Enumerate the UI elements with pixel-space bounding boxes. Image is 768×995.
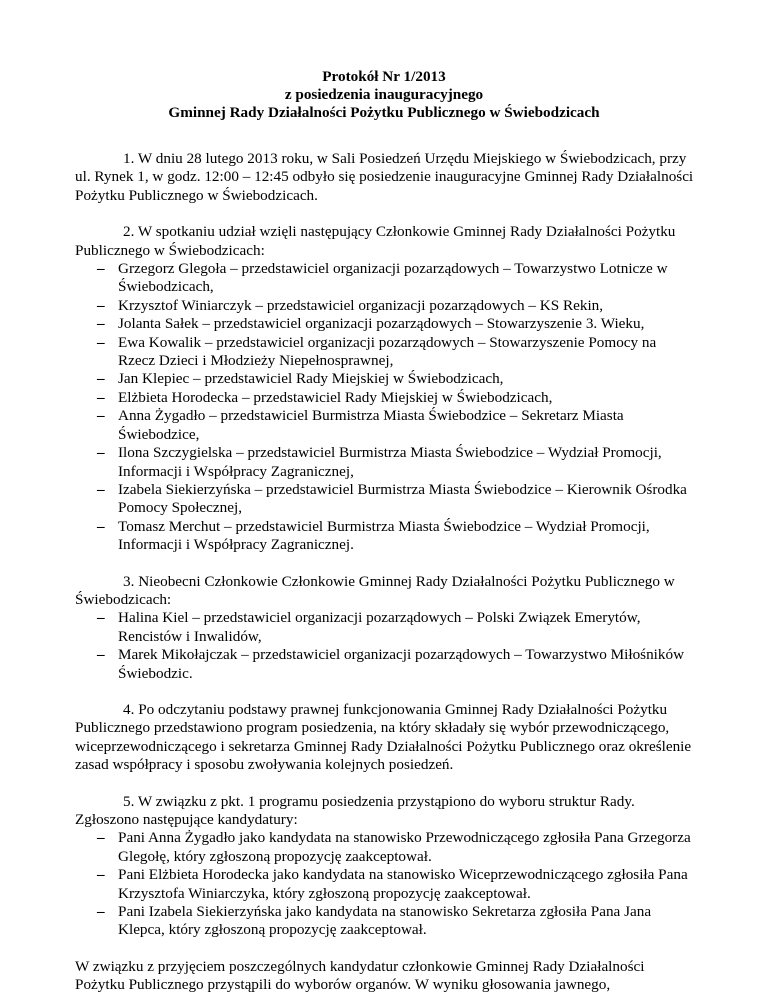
- list-item: – Pani Anna Żygadło jako kandydata na stanowisko Przewodniczącego zgłosiła Pana Grzegorza Glegołę, który zgłoszoną propozycję zaakceptował.: [75, 829, 695, 866]
- list-item: – Marek Mikołajczak – przedstawiciel organizacji pozarządowych – Towarzystwo Miłośników Świebodzic.: [75, 646, 695, 683]
- document-body: [75, 150, 695, 995]
- list-item: – Grzegorz Glegoła – przedstawiciel organizacji pozarządowych – Towarzystwo Lotnicze w Świebodzicach,: [75, 260, 695, 297]
- title-line-2: z posiedzenia inauguracyjnego: [284, 86, 484, 103]
- list-item: – Tomasz Merchut – przedstawiciel Burmistrza Miasta Świebodzice – Wydział Promocji, Informacji i Współpracy Zagranicznej.: [75, 518, 695, 555]
- absentees-list: [75, 609, 695, 683]
- paragraph-5-intro: 5. W związku z pkt. 1 programu posiedzenia przystąpiono do wyboru struktur Rady. Zgłoszono następujące kandydatury:: [75, 792, 635, 828]
- list-item: – Jolanta Sałek – przedstawiciel organizacji pozarządowych – Stowarzyszenie 3. Wieku,: [75, 315, 695, 333]
- paragraph-2-intro: 2. W spotkaniu udział wzięli następujący Członkowie Gminnej Rady Działalności Pożytku Publicznego w Świebodzicach:: [75, 223, 676, 259]
- list-item: – Ilona Szczygielska – przedstawiciel Burmistrza Miasta Świebodzice – Wydział Promocji, Informacji i Współpracy Zagranicznej,: [75, 444, 695, 481]
- list-item: – Pani Elżbieta Horodecka jako kandydata na stanowisko Wiceprzewodniczącego zgłosiła Pana Krzysztofa Winiarczyka, który zgłoszoną propozycję zaakceptował.: [75, 866, 695, 903]
- paragraph-1: 1. W dniu 28 lutego 2013 roku, w Sali Posiedzeń Urzędu Miejskiego w Świebodzicach, przy ul. Rynek 1, w godz. 12:00 – 12:45 odbyło się posiedzenie inauguracyjne Gminnej Rady Działalności Pożytku Publicznego w Świebodzicach.: [75, 150, 694, 204]
- title-line-3: Gminnej Rady Działalności Pożytku Publicznego w Świebodzicach: [168, 104, 600, 121]
- document-title: [0, 68, 768, 122]
- list-item: – Jan Klepiec – przedstawiciel Rady Miejskiej w Świebodzicach,: [75, 370, 695, 388]
- paragraph-4: 4. Po odczytaniu podstawy prawnej funkcjonowania Gminnej Rady Działalności Pożytku Publicznego przedstawiono program posiedzenia, na który składały się wybór przewodniczącego, wiceprzewodniczącego i sekretarza Gminnej Rady Działalności Pożytku Publicznego oraz określenie zasad współpracy i sposobu zwoływania kolejnych posiedzeń.: [75, 700, 692, 774]
- candidates-list: [75, 829, 695, 939]
- list-item: – Halina Kiel – przedstawiciel organizacji pozarządowych – Polski Związek Emerytów, Rencistów i Inwalidów,: [75, 609, 695, 646]
- list-item: – Pani Izabela Siekierzyńska jako kandydata na stanowisko Sekretarza zgłosiła Pana Jana Klepca, który zgłoszoną propozycję zaakceptował.: [75, 903, 695, 940]
- list-item: – Anna Żygadło – przedstawiciel Burmistrza Miasta Świebodzice – Sekretarz Miasta Świebodzice,: [75, 407, 695, 444]
- attendees-list: [75, 260, 695, 555]
- list-item: – Izabela Siekierzyńska – przedstawiciel Burmistrza Miasta Świebodzice – Kierownik Ośrodka Pomocy Społecznej,: [75, 481, 695, 518]
- paragraph-6: W związku z przyjęciem poszczególnych kandydatur członkowie Gminnej Rady Działalności Pożytku Publicznego przystąpili do wyborów organów. W wyniku głosowania jawnego,: [75, 957, 645, 994]
- title-line-1: Protokół Nr 1/2013: [322, 68, 446, 85]
- list-item: – Krzysztof Winiarczyk – przedstawiciel organizacji pozarządowych – KS Rekin,: [75, 297, 695, 315]
- paragraph-3-intro: 3. Nieobecni Członkowie Członkowie Gminnej Rady Działalności Pożytku Publicznego w Świebodzicach:: [75, 572, 675, 608]
- list-item: – Ewa Kowalik – przedstawiciel organizacji pozarządowych – Stowarzyszenie Pomocy na Rzecz Dzieci i Młodzieży Niepełnosprawnej,: [75, 334, 695, 371]
- list-item: – Elżbieta Horodecka – przedstawiciel Rady Miejskiej w Świebodzicach,: [75, 389, 695, 407]
